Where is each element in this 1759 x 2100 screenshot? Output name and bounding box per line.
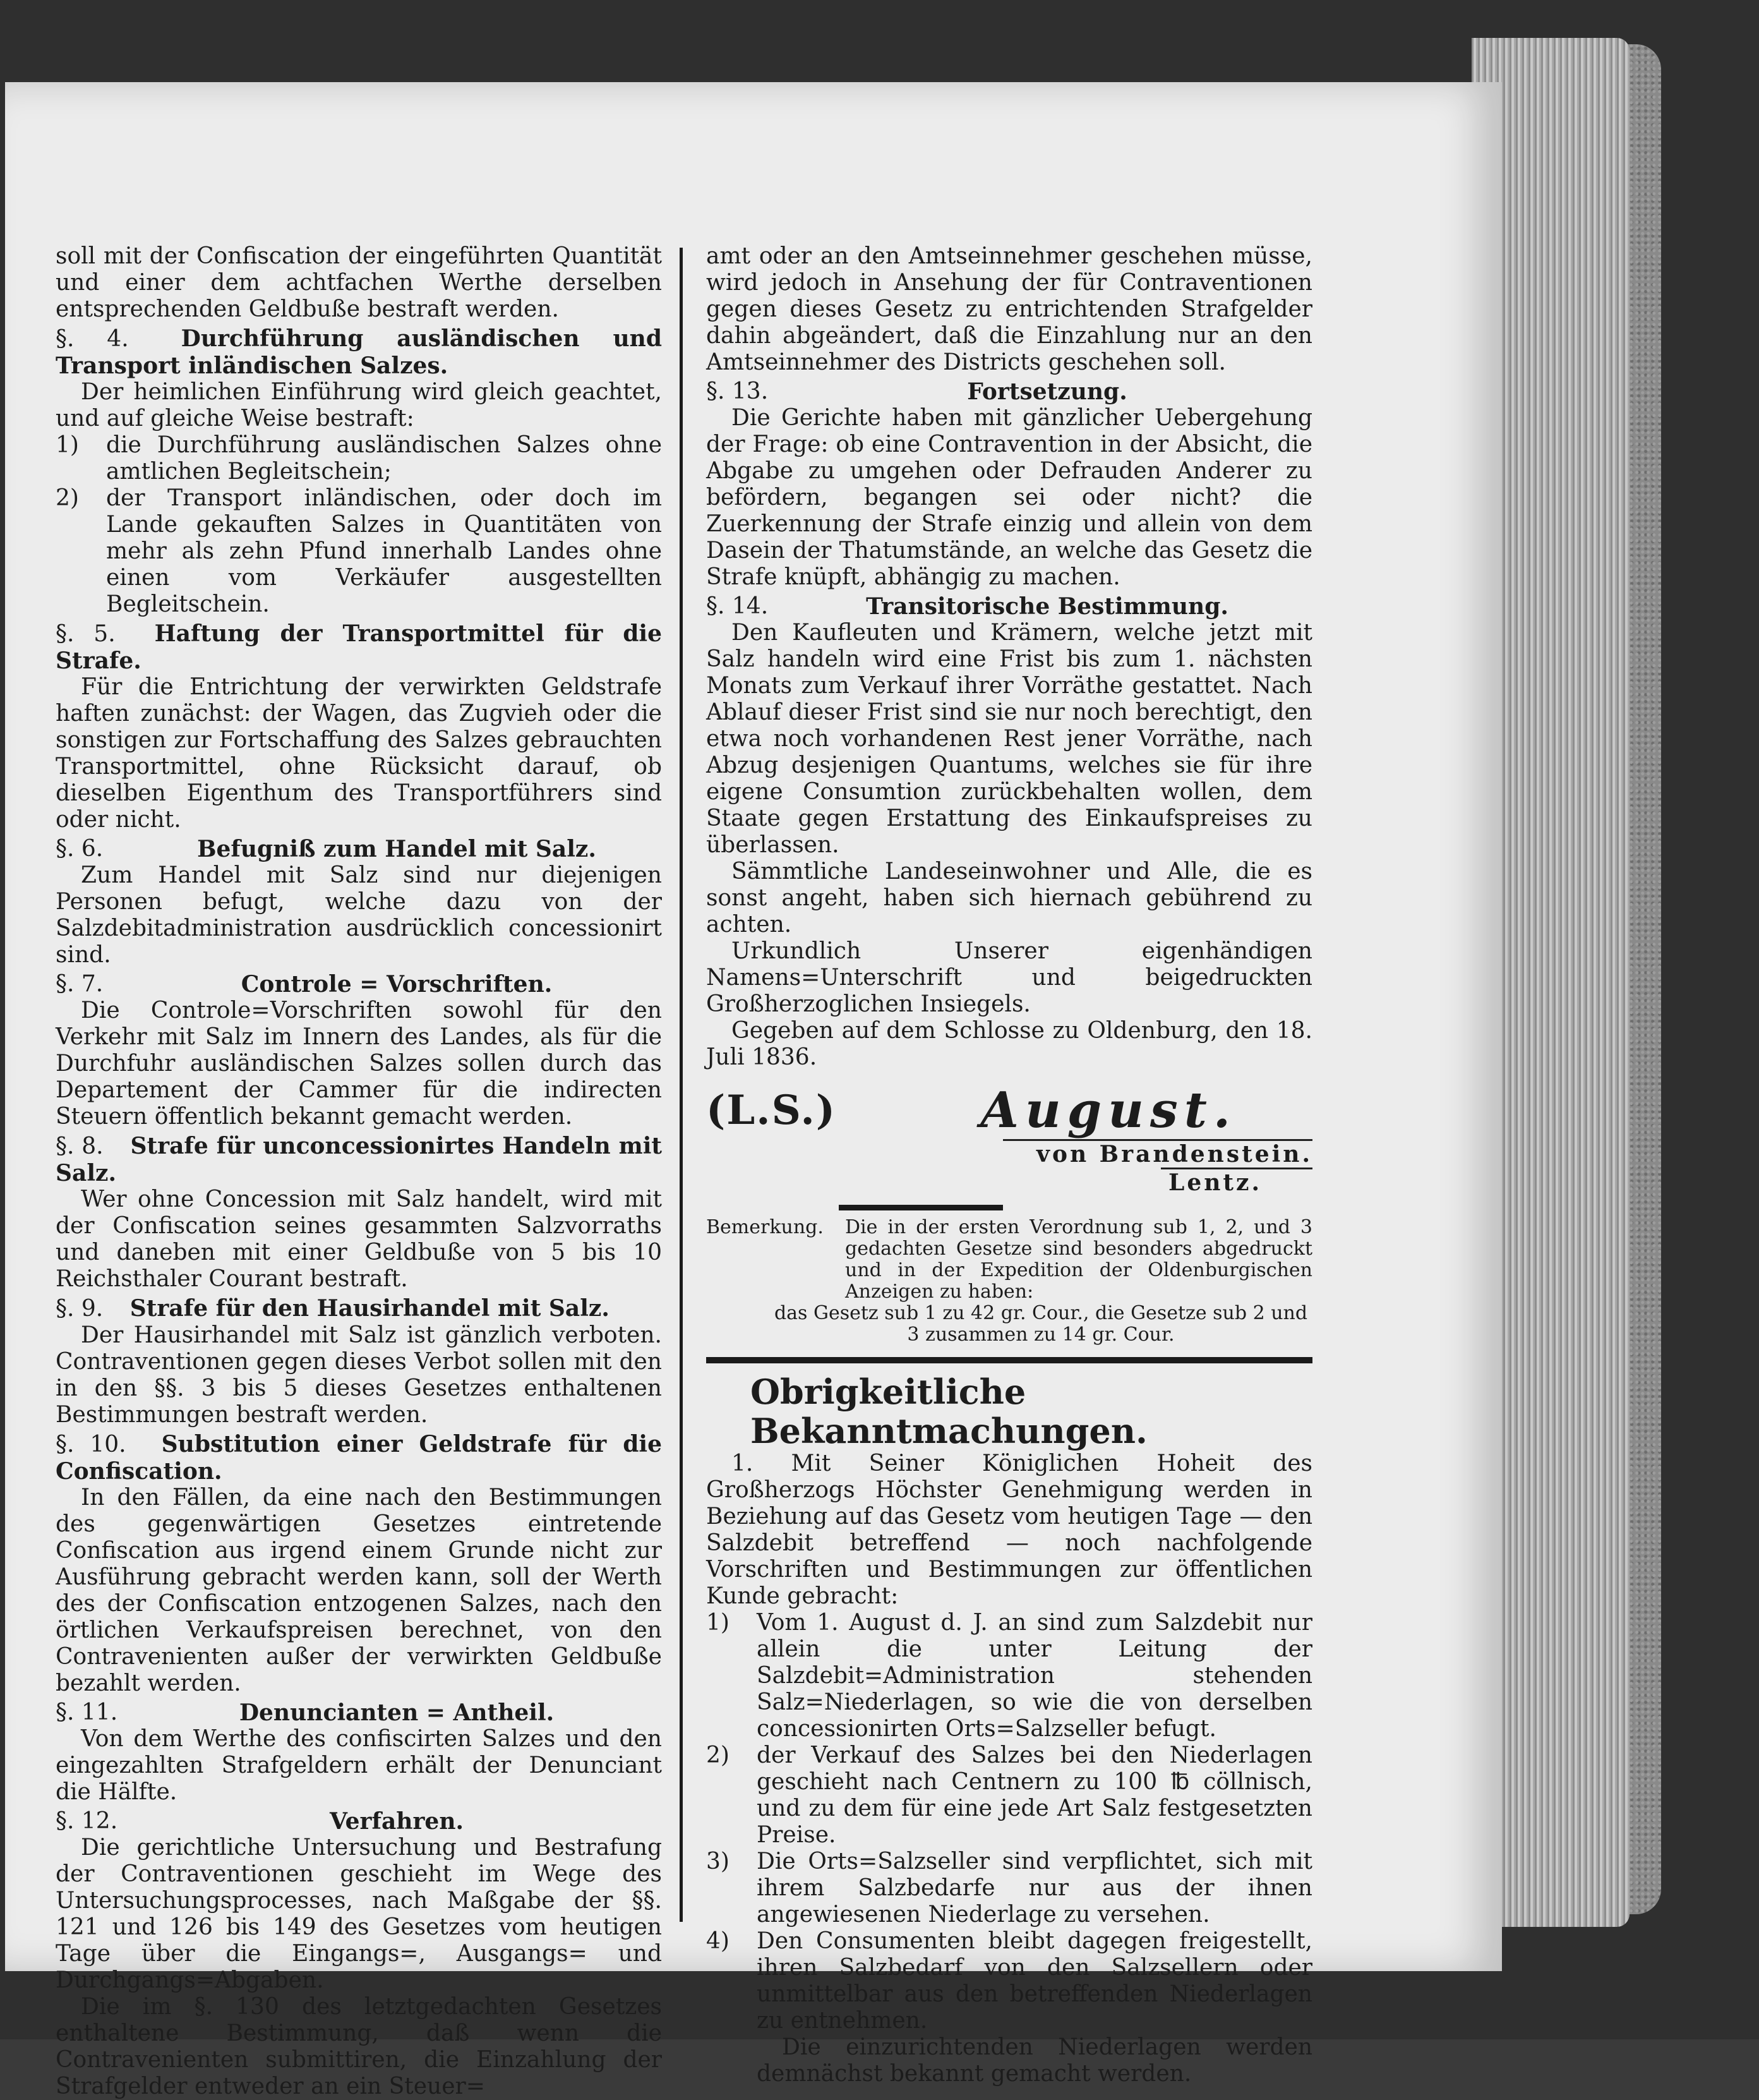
section-9-text: Der Hausirhandel mit Salz ist gänzlich verboten. Contraventionen gegen dieses Verbot sollen mit den in den §§. 3 bis 5 dieses Gesetzes enthaltenen Bestimmungen bestraft werden.	[56, 1322, 662, 1428]
section-4-item-1	[56, 432, 662, 485]
section-14-text: Den Kaufleuten und Krämern, welche jetzt mit Salz handeln wird eine Frist bis zum 1. nächsten Monats zum Verkauf ihrer Vorräthe gestattet. Nach Ablauf dieser Frist sind sie nur noch berechtigt, den etwa noch vorhandenen Rest jener Vorräthe, nach Abzug desjenigen Quantums, welches sie für ihre eigene Consumtion zurückbehalten wollen, dem Staate gegen Erstattung des Einkaufspreises zu überlassen.	[706, 620, 1312, 858]
section-10-heading	[56, 1431, 662, 1485]
item-text: der Verkauf des Salzes bei den Niederlagen geschieht nach Centnern zu 100 ℔ cöllnisch, und zu dem für eine jede Art Salz festgesetzten Preise.	[757, 1742, 1312, 1848]
section-4-item-2	[56, 485, 662, 618]
section-9-title: Strafe für den Hausirhandel mit Salz.	[129, 1295, 609, 1322]
announcement-text: 1. Mit Seiner Königlichen Hoheit des Großherzogs Höchster Genehmigung werden in Beziehung auf das Gesetz vom heutigen Tage — den Salzdebit betreffend — noch nachfolgende Vorschriften und Bestimmungen zur öffentlichen Kunde gebracht:	[706, 1451, 1312, 1609]
section-11-text: Von dem Werthe des confiscirten Salzes und den eingezahlten Strafgeldern erhält der Denunciant die Hälfte.	[56, 1726, 662, 1805]
section-13-text: Die Gerichte haben mit gänzlicher Uebergehung der Frage: ob eine Contravention in der Absicht, die Abgabe zu umgehen oder Defrauden Anderer zu befördern, begangen sei oder nicht? die Zuerkennung der Strafe einzig und allein von dem Dasein der Thatumstände, an welche das Gesetz die Strafe knüpft, abhängig zu machen.	[706, 405, 1312, 590]
section-12-text-2: Die im §. 130 des letztgedachten Gesetzes enthaltene Bestimmung, daß wenn die Contravenienten submittiren, die Einzahlung der Strafgelder entweder an ein Steuer=	[56, 1994, 662, 2099]
left-intro: soll mit der Confiscation der eingeführten Quantität und einer dem achtfachen Werthe derselben entsprechenden Geldbuße bestraft werden.	[56, 243, 662, 322]
section-14-text-2: Sämmtliche Landeseinwohner und Alle, die es sonst angeht, haben sich hiernach gebührend zu achten.	[706, 859, 1312, 938]
section-6-text: Zum Handel mit Salz sind nur diejenigen Personen befugt, welche dazu von der Salzdebitadministration ausdrücklich concessionirt sind.	[56, 862, 662, 968]
section-5-title: Haftung der Transportmittel für die Strafe.	[56, 620, 662, 674]
section-8-heading	[56, 1133, 662, 1186]
column-divider	[680, 248, 683, 1922]
item-text: Vom 1. August d. J. an sind zum Salzdebit nur allein die unter Leitung der Salzdebit=Administration stehenden Salz=Niederlagen, so wie die von derselben concessionirten Orts=Salzseller befugt.	[757, 1610, 1312, 1742]
section-5-number: §. 5.	[56, 621, 116, 647]
section-5-text: Für die Entrichtung der verwirkten Geldstrafe haften zunächst: der Wagen, das Zugvieh oder die sonstigen zur Fortschaffung des Salzes gebrauchten Transportmittel, ohne Rücksicht darauf, ob dieselben Eigenthum des Transportführers sind oder nicht.	[56, 674, 662, 833]
document-page	[5, 82, 1502, 2099]
section-10-number: §. 10.	[56, 1432, 126, 1457]
remark-prices: das Gesetz sub 1 zu 42 gr. Cour., die Gesetze sub 2 und 3 zusammen zu 14 gr. Cour.	[774, 1302, 1308, 1346]
section-6-heading	[56, 836, 662, 862]
section-12-heading	[56, 1808, 662, 1835]
section-10-text: In den Fällen, da eine nach den Bestimmungen des gegenwärtigen Gesetzes eintretende Confiscation aus irgend einem Grunde nicht zur Ausführung gebracht werden kann, soll der Werth des der Confiscation entzogenen Salzes, nach den örtlichen Verkaufspreisen berechnet, von den Contravenienten außer der verwirkten Geldbuße bezahlt werden.	[56, 1485, 662, 1696]
section-12-text: Die gerichtliche Untersuchung und Bestrafung der Contraventionen geschieht im Wege des Untersuchungsprocesses, nach Maßgabe der §§. 121 und 126 bis 149 des Gesetzes vom heutigen Tage über die Eingangs=, Ausgangs= und Durchgangs=Abgaben.	[56, 1835, 662, 1993]
countersign-brandenstein: von Brandenstein.	[1036, 1141, 1312, 1168]
section-title: Obrigkeitliche Bekanntmachungen.	[750, 1372, 1148, 1451]
signature-august: August.	[980, 1082, 1237, 1139]
section-7-number: §. 7.	[56, 971, 104, 997]
section-7-title: Controle = Vorschriften.	[241, 971, 553, 998]
section-14-heading	[706, 593, 1312, 620]
announcement-item-2	[706, 1742, 1312, 1849]
item-number: 1)	[56, 432, 79, 458]
section-10-title: Substitution einer Geldstrafe für die Confiscation.	[56, 1431, 662, 1485]
item-number: 2)	[56, 485, 79, 511]
short-divider	[839, 1205, 1003, 1210]
item-text: Den Consumenten bleibt dagegen freigestellt, ihren Salzbedarf von den Salzsellern oder unmittelbar aus den betreffenden Niederlagen zu entnehmen.	[757, 1928, 1312, 2034]
signature-line	[706, 1082, 1312, 1139]
section-6-number: §. 6.	[56, 836, 104, 862]
given-date-line: Gegeben auf dem Schlosse zu Oldenburg, den 18. Juli 1836.	[706, 1018, 1312, 1070]
announcement-item-3	[706, 1849, 1312, 1928]
item-text: Die Orts=Salzseller sind verpflichtet, sich mit ihrem Salzbedarfe nur aus der ihnen angewiesenen Niederlage zu versehen.	[757, 1849, 1312, 1928]
item-number: 3)	[706, 1849, 729, 1874]
item-number: 1)	[706, 1610, 729, 1636]
section-9-number: §. 9.	[56, 1296, 104, 1322]
item-number: 2)	[706, 1742, 729, 1768]
right-intro: amt oder an den Amtseinnehmer geschehen müsse, wird jedoch in Ansehung der für Contraventionen gegen dieses Gesetz zu entrichtenden Strafgelder dahin abgeändert, daß die Einzahlung nur an den Amtseinnehmer des Districts geschehen soll.	[706, 243, 1312, 375]
section-14-number: §. 14.	[706, 593, 769, 619]
right-column	[706, 243, 1312, 2087]
section-11-heading	[56, 1699, 662, 1726]
section-9-heading	[56, 1295, 662, 1322]
section-11-number: §. 11.	[56, 1699, 118, 1725]
section-14-title: Transitorische Bestimmung.	[866, 593, 1228, 620]
section-13-title: Fortsetzung.	[967, 378, 1127, 405]
section-6-title: Befugniß zum Handel mit Salz.	[197, 836, 596, 862]
announcement-item-4	[706, 1928, 1312, 2034]
section-4-heading	[56, 325, 662, 379]
section-divider	[706, 1357, 1312, 1363]
section-7-heading	[56, 971, 662, 998]
remark-label: Bemerkung.	[706, 1216, 824, 1238]
item-text: der Transport inländischen, oder doch im Lande gekauften Salzes in Quantitäten von mehr als zehn Pfund innerhalb Landes ohne einen vom Verkäufer ausgestellten Begleitschein.	[106, 485, 662, 617]
section-8-title: Strafe für unconcessionirtes Handeln mit Salz.	[56, 1133, 662, 1186]
section-13-number: §. 13.	[706, 378, 769, 404]
left-column	[56, 243, 662, 2100]
item-number: 4)	[706, 1928, 729, 1954]
item-text: die Durchführung ausländischen Salzes ohne amtlichen Begleitschein;	[106, 432, 662, 485]
countersign-lentz: Lentz.	[1168, 1169, 1262, 1196]
section-4-title: Durchführung ausländischen und Transport inländischen Salzes.	[56, 325, 662, 379]
remark-block	[706, 1217, 1312, 1303]
section-14-text-3: Urkundlich Unserer eigenhändigen Namens=Unterschrift und beigedruckten Großherzoglichen Insiegels.	[706, 938, 1312, 1017]
section-11-title: Denuncianten = Antheil.	[239, 1699, 555, 1726]
section-13-heading	[706, 378, 1312, 405]
section-4-text: Der heimlichen Einführung wird gleich geachtet, und auf gleiche Weise bestraft:	[56, 379, 662, 431]
announcement-item-1	[706, 1610, 1312, 1742]
section-5-heading	[56, 620, 662, 674]
section-8-number: §. 8.	[56, 1133, 104, 1159]
section-8-text: Wer ohne Concession mit Salz handelt, wird mit der Confiscation seines gesammten Salzvorraths und daneben mit einer Geldbuße von 5 bis 10 Reichsthaler Courant bestraft.	[56, 1186, 662, 1292]
section-4-number: §. 4.	[56, 326, 129, 352]
section-12-title: Verfahren.	[329, 1808, 464, 1835]
closing-text: Die einzurichtenden Niederlagen werden demnächst bekannt gemacht werden.	[757, 2034, 1312, 2087]
section-12-number: §. 12.	[56, 1808, 118, 1834]
section-7-text: Die Controle=Vorschriften sowohl für den Verkehr mit Salz im Innern des Landes, als für die Durchfuhr ausländischen Salzes sollen durch das Departement der Cammer für die indirecten Steuern öffentlich bekannt gemacht werden.	[56, 998, 662, 1130]
remark-text: Die in der ersten Verordnung sub 1, 2, und 3 gedachten Gesetze sind besonders abgedruckt und in der Expedition der Oldenburgischen Anzeigen zu haben:	[845, 1216, 1312, 1303]
seal-mark: (L.S.)	[706, 1087, 837, 1134]
